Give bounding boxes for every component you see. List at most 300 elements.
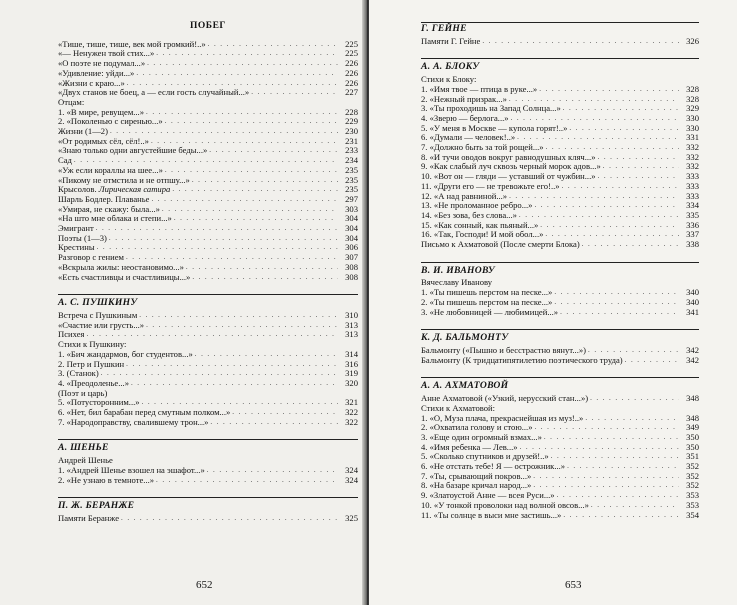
toc-entry-page: 348	[686, 412, 699, 423]
dot-leader	[590, 394, 679, 404]
toc-entry	[58, 176, 358, 186]
toc-entry	[421, 162, 699, 172]
toc-entry	[58, 476, 358, 486]
toc-entry-page: 321	[345, 397, 358, 408]
toc-entry	[58, 214, 358, 224]
toc-entry-page: 333	[686, 180, 699, 191]
dot-leader	[131, 379, 338, 389]
dot-leader	[560, 308, 679, 318]
toc-entry-title: 7. «Ты, срывающий покров...»	[421, 471, 532, 481]
toc-entry-page: 310	[345, 309, 358, 320]
toc-entry-page: 337	[686, 229, 699, 240]
toc-entry	[421, 491, 699, 501]
toc-entry-page: 235	[345, 164, 358, 175]
toc-entry	[58, 330, 358, 340]
dot-leader	[192, 176, 338, 186]
toc-entry-title: 2. «Поколенью с сиренью...»	[58, 117, 163, 127]
dot-leader	[174, 214, 338, 224]
toc-entry	[58, 350, 358, 360]
dot-leader	[147, 59, 338, 69]
toc-entry-title: Андрей Шенье	[58, 456, 113, 466]
page-number: 653	[565, 579, 582, 591]
dot-leader	[151, 195, 338, 205]
toc-entry-page: 227	[345, 87, 358, 98]
toc-column-left	[58, 22, 358, 524]
toc-entry	[58, 514, 358, 524]
section-rule	[421, 58, 699, 59]
toc-entry-page: 330	[686, 112, 699, 123]
section-rule	[421, 377, 699, 378]
toc-entry-page: 304	[345, 213, 358, 224]
toc-entry-title: 11. «Ты солнце в выси мне застишь...»	[421, 510, 562, 520]
toc-entry	[58, 79, 358, 89]
dot-leader	[195, 350, 338, 360]
toc-entry-page: 325	[345, 512, 358, 523]
toc-entry	[421, 472, 699, 482]
toc-entry	[58, 389, 358, 399]
dot-leader	[96, 224, 338, 234]
toc-entry-page: 329	[686, 103, 699, 114]
section-rule	[421, 262, 699, 263]
toc-list	[58, 456, 358, 485]
toc-entry-title: Сад	[58, 156, 72, 166]
toc-entry	[58, 360, 358, 370]
toc-entry-title: 9. «Как слабый луч сквозь черный морок адов...»	[421, 162, 601, 172]
toc-entry-title: «Вскрыла жилы: неостановимо...»	[58, 262, 184, 272]
section-heading-pushkin: А. С. ПУШКИНУ	[58, 297, 138, 309]
toc-list	[58, 40, 358, 283]
toc-entry-page: 354	[686, 509, 699, 520]
toc-entry-page: 340	[686, 287, 699, 298]
toc-entry	[58, 456, 358, 466]
dot-leader	[74, 156, 338, 166]
toc-entry-page: 235	[345, 184, 358, 195]
toc-entry-page: 322	[345, 416, 358, 427]
toc-entry	[421, 124, 699, 134]
toc-entry-title: 4. «Преодоленье...»	[58, 378, 129, 388]
dot-leader	[563, 511, 679, 521]
toc-entry	[58, 49, 358, 59]
toc-entry-title: Вячеславу Иванову	[421, 278, 493, 288]
toc-entry-page: 350	[686, 441, 699, 452]
section-heading-beranger: П. Ж. БЕРАНЖЕ	[58, 500, 135, 512]
toc-list	[421, 278, 699, 317]
toc-entry-title: 9. «Златоустой Анне — всея Руси...»	[421, 491, 555, 501]
toc-entry-page: 235	[345, 174, 358, 185]
toc-entry-page: 333	[686, 171, 699, 182]
toc-entry-title: 1. «В мире, ревущем...»	[58, 107, 145, 117]
toc-entry	[58, 243, 358, 253]
toc-entry-page: 332	[686, 142, 699, 153]
toc-entry	[421, 298, 699, 308]
toc-entry-page: 314	[345, 348, 358, 359]
toc-entry	[58, 398, 358, 408]
toc-entry	[421, 182, 699, 192]
section-rule	[421, 329, 699, 330]
toc-entry	[421, 433, 699, 443]
dot-leader	[554, 298, 679, 308]
toc-entry-title: 1. «Андрей Шенье взошел на эшафот...»	[58, 465, 205, 475]
toc-entry-page: 304	[345, 223, 358, 234]
dot-leader	[546, 143, 679, 153]
dot-leader	[563, 104, 679, 114]
dot-leader	[146, 321, 338, 331]
section-rule	[58, 439, 358, 440]
toc-entry-page: 230	[345, 126, 358, 137]
toc-entry-title: Анне Ахматовой («Узкий, нерусский стан...»)	[421, 394, 589, 404]
toc-entry-title: 3. «Еще один огромный взмах...»	[421, 432, 542, 442]
toc-entry	[421, 153, 699, 163]
toc-entry	[58, 408, 358, 418]
toc-entry-page: 324	[345, 464, 358, 475]
section-heading-chenier: А. ШЕНЬЕ	[58, 442, 109, 454]
section-rule	[58, 497, 358, 498]
section-rule	[58, 294, 358, 295]
dot-leader	[625, 356, 679, 366]
toc-entry-title: Стихи к Пушкину:	[58, 340, 127, 350]
toc-entry-page: 335	[686, 209, 699, 220]
toc-entry-title: 11. «Други его — не тревожьте его!..»	[421, 181, 560, 191]
toc-entry-title: «Удивление: уйди...»	[58, 68, 135, 78]
toc-entry-page: 328	[686, 93, 699, 104]
toc-list	[421, 37, 699, 47]
dot-leader	[142, 398, 338, 408]
left-page	[0, 0, 365, 605]
toc-entry-page: 225	[345, 48, 358, 59]
toc-entry-title: Памяти Беранже	[58, 513, 120, 523]
toc-entry	[58, 234, 358, 244]
dot-leader	[110, 127, 338, 137]
toc-entry	[421, 230, 699, 240]
dot-leader	[511, 114, 679, 124]
toc-entry	[58, 185, 358, 195]
toc-entry	[58, 156, 358, 166]
toc-entry-title: Стихи к Блоку:	[421, 75, 477, 85]
toc-entry-page: 233	[345, 145, 358, 156]
toc-entry-title: 7. «Народоправству, свалившему трон...»	[58, 417, 209, 427]
toc-entry	[58, 263, 358, 273]
toc-entry	[421, 104, 699, 114]
toc-entry-title: 2. «Ты пишешь перстом на песке...»	[421, 297, 553, 307]
toc-entry	[421, 423, 699, 433]
running-title: ПОБЕГ	[190, 21, 226, 31]
dot-leader	[165, 117, 338, 127]
toc-list	[421, 394, 699, 520]
toc-entry-title: 8. «На базаре кричал народ...»	[421, 481, 532, 491]
toc-entry	[421, 85, 699, 95]
toc-entry-title: 4. «Имя ребенка — Лев...»	[421, 442, 518, 452]
toc-entry-page: 336	[686, 219, 699, 230]
toc-entry	[58, 340, 358, 350]
toc-entry-title: «Есть счастливцы и счастливицы...»	[58, 272, 191, 282]
toc-entry-title: «Двух станов не боец, а — если гость случайный...»	[58, 88, 250, 98]
section-heading-balmont: К. Д. БАЛЬМОНТУ	[421, 332, 509, 344]
toc-entry-page: 352	[686, 461, 699, 472]
toc-entry-title: 2. «Нежный призрак...»	[421, 94, 507, 104]
toc-entry-title: 1. «Имя твое — птица в руке...»	[421, 84, 538, 94]
toc-entry-page: 330	[686, 122, 699, 133]
toc-entry	[421, 404, 699, 414]
toc-entry	[421, 114, 699, 124]
toc-entry-page: 320	[345, 377, 358, 388]
dot-leader	[598, 153, 679, 163]
section-heading-blok: А. А. БЛОКУ	[421, 61, 480, 73]
dot-leader	[517, 133, 679, 143]
toc-entry	[421, 221, 699, 231]
toc-entry	[58, 166, 358, 176]
toc-entry	[421, 240, 699, 250]
dot-leader	[603, 162, 679, 172]
section-heading-akhmatova: А. А. АХМАТОВОЙ	[421, 380, 509, 392]
toc-entry-page: 225	[345, 38, 358, 49]
toc-entry-title: 5. «Потусторонним...»	[58, 398, 140, 408]
toc-entry-title: Разговор с гением	[58, 253, 124, 263]
toc-entry-page: 331	[686, 132, 699, 143]
dot-leader	[162, 205, 338, 215]
toc-entry-title: 2. «Не узнаю в темноте...»	[58, 475, 155, 485]
toc-list	[421, 346, 699, 365]
toc-entry-page: 342	[686, 344, 699, 355]
toc-entry-title: 1. «Ты пишешь перстом на песке...»	[421, 288, 553, 298]
dot-leader	[591, 501, 679, 511]
toc-entry-title: «Уж если кораллы на шее...»	[58, 165, 163, 175]
toc-entry-page: 319	[345, 368, 358, 379]
toc-entry-page: 332	[686, 151, 699, 162]
toc-entry-page: 316	[345, 358, 358, 369]
toc-entry-title: 15. «Как сонный, как пьяный...»	[421, 220, 539, 230]
dot-leader	[165, 166, 338, 176]
toc-entry	[421, 346, 699, 356]
toc-entry-page: 349	[686, 422, 699, 433]
dot-leader	[209, 146, 338, 156]
toc-entry-page: 332	[686, 161, 699, 172]
toc-entry	[421, 501, 699, 511]
dot-leader	[567, 462, 679, 472]
dot-leader	[186, 263, 338, 273]
toc-entry	[421, 211, 699, 221]
toc-entry-page: 226	[345, 67, 358, 78]
toc-entry-title: Стихи к Ахматовой:	[421, 403, 496, 413]
toc-entry-title: «На што мне облака и степи...»	[58, 214, 172, 224]
toc-entry-title: «Пикому не отмстила и не отпшу...»	[58, 175, 190, 185]
toc-column-right	[421, 22, 699, 520]
dot-leader	[582, 240, 679, 250]
dot-leader	[534, 201, 679, 211]
toc-entry-page: 338	[686, 239, 699, 250]
toc-entry-page: 306	[345, 242, 358, 253]
toc-entry-page: 226	[345, 58, 358, 69]
toc-entry	[421, 192, 699, 202]
toc-entry	[58, 369, 358, 379]
dot-leader	[109, 234, 338, 244]
toc-entry-page: 313	[345, 319, 358, 330]
toc-entry-page: 308	[345, 261, 358, 272]
toc-entry	[58, 466, 358, 476]
toc-entry-page: 326	[686, 35, 699, 46]
toc-entry-title: «Счастие или грусть...»	[58, 320, 145, 330]
dot-leader	[519, 211, 679, 221]
dot-leader	[121, 514, 338, 524]
dot-leader	[539, 85, 679, 95]
toc-entry-title: Письмо к Ахматовой (После смерти Блока)	[421, 240, 580, 250]
toc-entry	[421, 452, 699, 462]
dot-leader	[562, 182, 679, 192]
toc-entry-title: «Тише, тише, тише, век мой громкий!..»	[58, 39, 206, 49]
dot-leader	[126, 253, 338, 263]
toc-entry	[58, 146, 358, 156]
toc-entry-title: «— Ненужен твой стих...»	[58, 49, 155, 59]
toc-entry-title: 8. «И тучи оводов вокруг равнодушных кляч...»	[421, 152, 596, 162]
dot-leader	[509, 95, 679, 105]
dot-leader	[251, 88, 338, 98]
toc-entry	[421, 443, 699, 453]
dot-leader	[509, 192, 679, 202]
dot-leader	[207, 466, 338, 476]
toc-entry-title: 3. «Не любовницей — любимицей...»	[421, 307, 559, 317]
toc-entry-page: 342	[686, 354, 699, 365]
toc-entry	[58, 273, 358, 283]
toc-entry	[421, 462, 699, 472]
toc-entry	[421, 172, 699, 182]
section-heading-heine: Г. ГЕЙНЕ	[421, 23, 467, 34]
toc-entry	[421, 133, 699, 143]
toc-entry-page: 348	[686, 393, 699, 404]
toc-entry	[58, 205, 358, 215]
toc-entry	[421, 414, 699, 424]
toc-entry-page: 353	[686, 490, 699, 501]
toc-entry-title: Крестины	[58, 243, 95, 253]
toc-entry	[421, 511, 699, 521]
dot-leader	[554, 288, 679, 298]
dot-leader	[551, 452, 679, 462]
toc-entry	[421, 201, 699, 211]
toc-entry-page: 229	[345, 116, 358, 127]
toc-entry-page: 333	[686, 190, 699, 201]
toc-entry-title: Бальмонту («Пышно и бесстрастно вянут...»)	[421, 345, 587, 355]
dot-leader	[101, 369, 338, 379]
dot-leader	[126, 360, 338, 370]
toc-entry-title: 4. «Зверю — берлога...»	[421, 113, 509, 123]
toc-entry-title: Крысолов. Лирическая сатира	[58, 185, 171, 195]
toc-entry-page: 351	[686, 451, 699, 462]
toc-entry-title: Эмигрант	[58, 224, 94, 234]
dot-leader	[232, 408, 338, 418]
toc-entry-page: 350	[686, 431, 699, 442]
toc-entry	[58, 127, 358, 137]
toc-entry	[421, 143, 699, 153]
toc-entry-page: 303	[345, 203, 358, 214]
toc-entry-title: 1. «О, Муза плача, прекраснейшая из муз!..»	[421, 413, 584, 423]
toc-entry-title: Памяти Г. Гейне	[421, 36, 481, 46]
toc-entry-title: 3. «Ты проходишь на Запад Солнца...»	[421, 104, 561, 114]
toc-entry	[58, 108, 358, 118]
toc-entry-title: Психея	[58, 330, 85, 340]
toc-entry-title: 14. «Без зова, без слова...»	[421, 210, 517, 220]
toc-entry-page: 308	[345, 271, 358, 282]
toc-entry-title: «Знаю только одни августейшие беды...»	[58, 146, 208, 156]
toc-entry-title: 2. Петр и Пушкин	[58, 359, 125, 369]
dot-leader	[533, 481, 679, 491]
toc-entry-title: 10. «Вот он — гляди — уставший от чужбин...»	[421, 172, 596, 182]
toc-entry-title: 12. «А над равниной...»	[421, 191, 508, 201]
toc-entry	[58, 321, 358, 331]
dot-leader	[557, 491, 679, 501]
toc-entry-page: 307	[345, 252, 358, 263]
right-page	[369, 0, 737, 605]
toc-entry	[421, 278, 699, 288]
toc-entry	[58, 88, 358, 98]
toc-entry	[421, 308, 699, 318]
toc-entry-title: 10. «У тонкой проволоки над волной овсов...»	[421, 500, 589, 510]
toc-entry	[58, 418, 358, 428]
toc-entry	[421, 288, 699, 298]
dot-leader	[533, 472, 679, 482]
toc-entry-page: 226	[345, 77, 358, 88]
dot-leader	[139, 311, 338, 321]
toc-entry-title: 6. «Нет, бил барабан перед смутным полком...»	[58, 408, 231, 418]
toc-entry-title: Отцам:	[58, 97, 85, 107]
toc-entry-title: 1. «Бич жандармов, бог студентов...»	[58, 349, 193, 359]
page-number: 652	[196, 579, 213, 591]
toc-entry	[58, 253, 358, 263]
toc-entry	[421, 37, 699, 47]
dot-leader	[146, 108, 338, 118]
toc-entry-title: «О поэте не подумал...»	[58, 59, 146, 69]
dot-leader	[598, 172, 679, 182]
toc-entry	[58, 69, 358, 79]
toc-entry-title: 3. (Станок)	[58, 369, 99, 379]
toc-entry	[58, 117, 358, 127]
dot-leader	[482, 37, 679, 47]
toc-entry-title: Встреча с Пушкиным	[58, 310, 138, 320]
toc-entry-title: 6. «Не отстать тебе! Я — острожник...»	[421, 462, 566, 472]
toc-entry	[58, 311, 358, 321]
toc-entry-page: 234	[345, 155, 358, 166]
toc-entry-title: 7. «Должно быть за той рощей...»	[421, 143, 544, 153]
toc-entry	[421, 95, 699, 105]
dot-leader	[540, 221, 679, 231]
dot-leader	[127, 79, 338, 89]
toc-entry-page: 297	[345, 193, 358, 204]
toc-list	[421, 75, 699, 250]
toc-entry-title: 6. «Думали — человек!..»	[421, 133, 516, 143]
dot-leader	[535, 423, 680, 433]
toc-entry-title: Жизни (1—2)	[58, 127, 108, 137]
toc-entry	[421, 481, 699, 491]
section-heading-ivanov: В. И. ИВАНОВУ	[421, 264, 495, 276]
toc-entry-page: 231	[345, 135, 358, 146]
toc-entry	[58, 379, 358, 389]
toc-entry-page: 324	[345, 474, 358, 485]
dot-leader	[97, 243, 338, 253]
dot-leader	[588, 346, 679, 356]
toc-list	[58, 514, 358, 524]
toc-entry-title: (Поэт и царь)	[58, 388, 108, 398]
toc-entry-page: 334	[686, 200, 699, 211]
dot-leader	[544, 433, 679, 443]
dot-leader	[151, 137, 338, 147]
toc-entry-page: 328	[686, 83, 699, 94]
toc-list	[58, 311, 358, 427]
toc-entry	[58, 40, 358, 50]
toc-entry	[58, 195, 358, 205]
toc-entry-title: 2. «Охватила голову и стою...»	[421, 423, 533, 433]
dot-leader	[585, 414, 679, 424]
toc-entry-title: 16. «Так, Господи! И мой обол...»	[421, 230, 544, 240]
toc-entry-page: 341	[686, 306, 699, 317]
toc-entry	[421, 75, 699, 85]
toc-entry-page: 353	[686, 499, 699, 510]
